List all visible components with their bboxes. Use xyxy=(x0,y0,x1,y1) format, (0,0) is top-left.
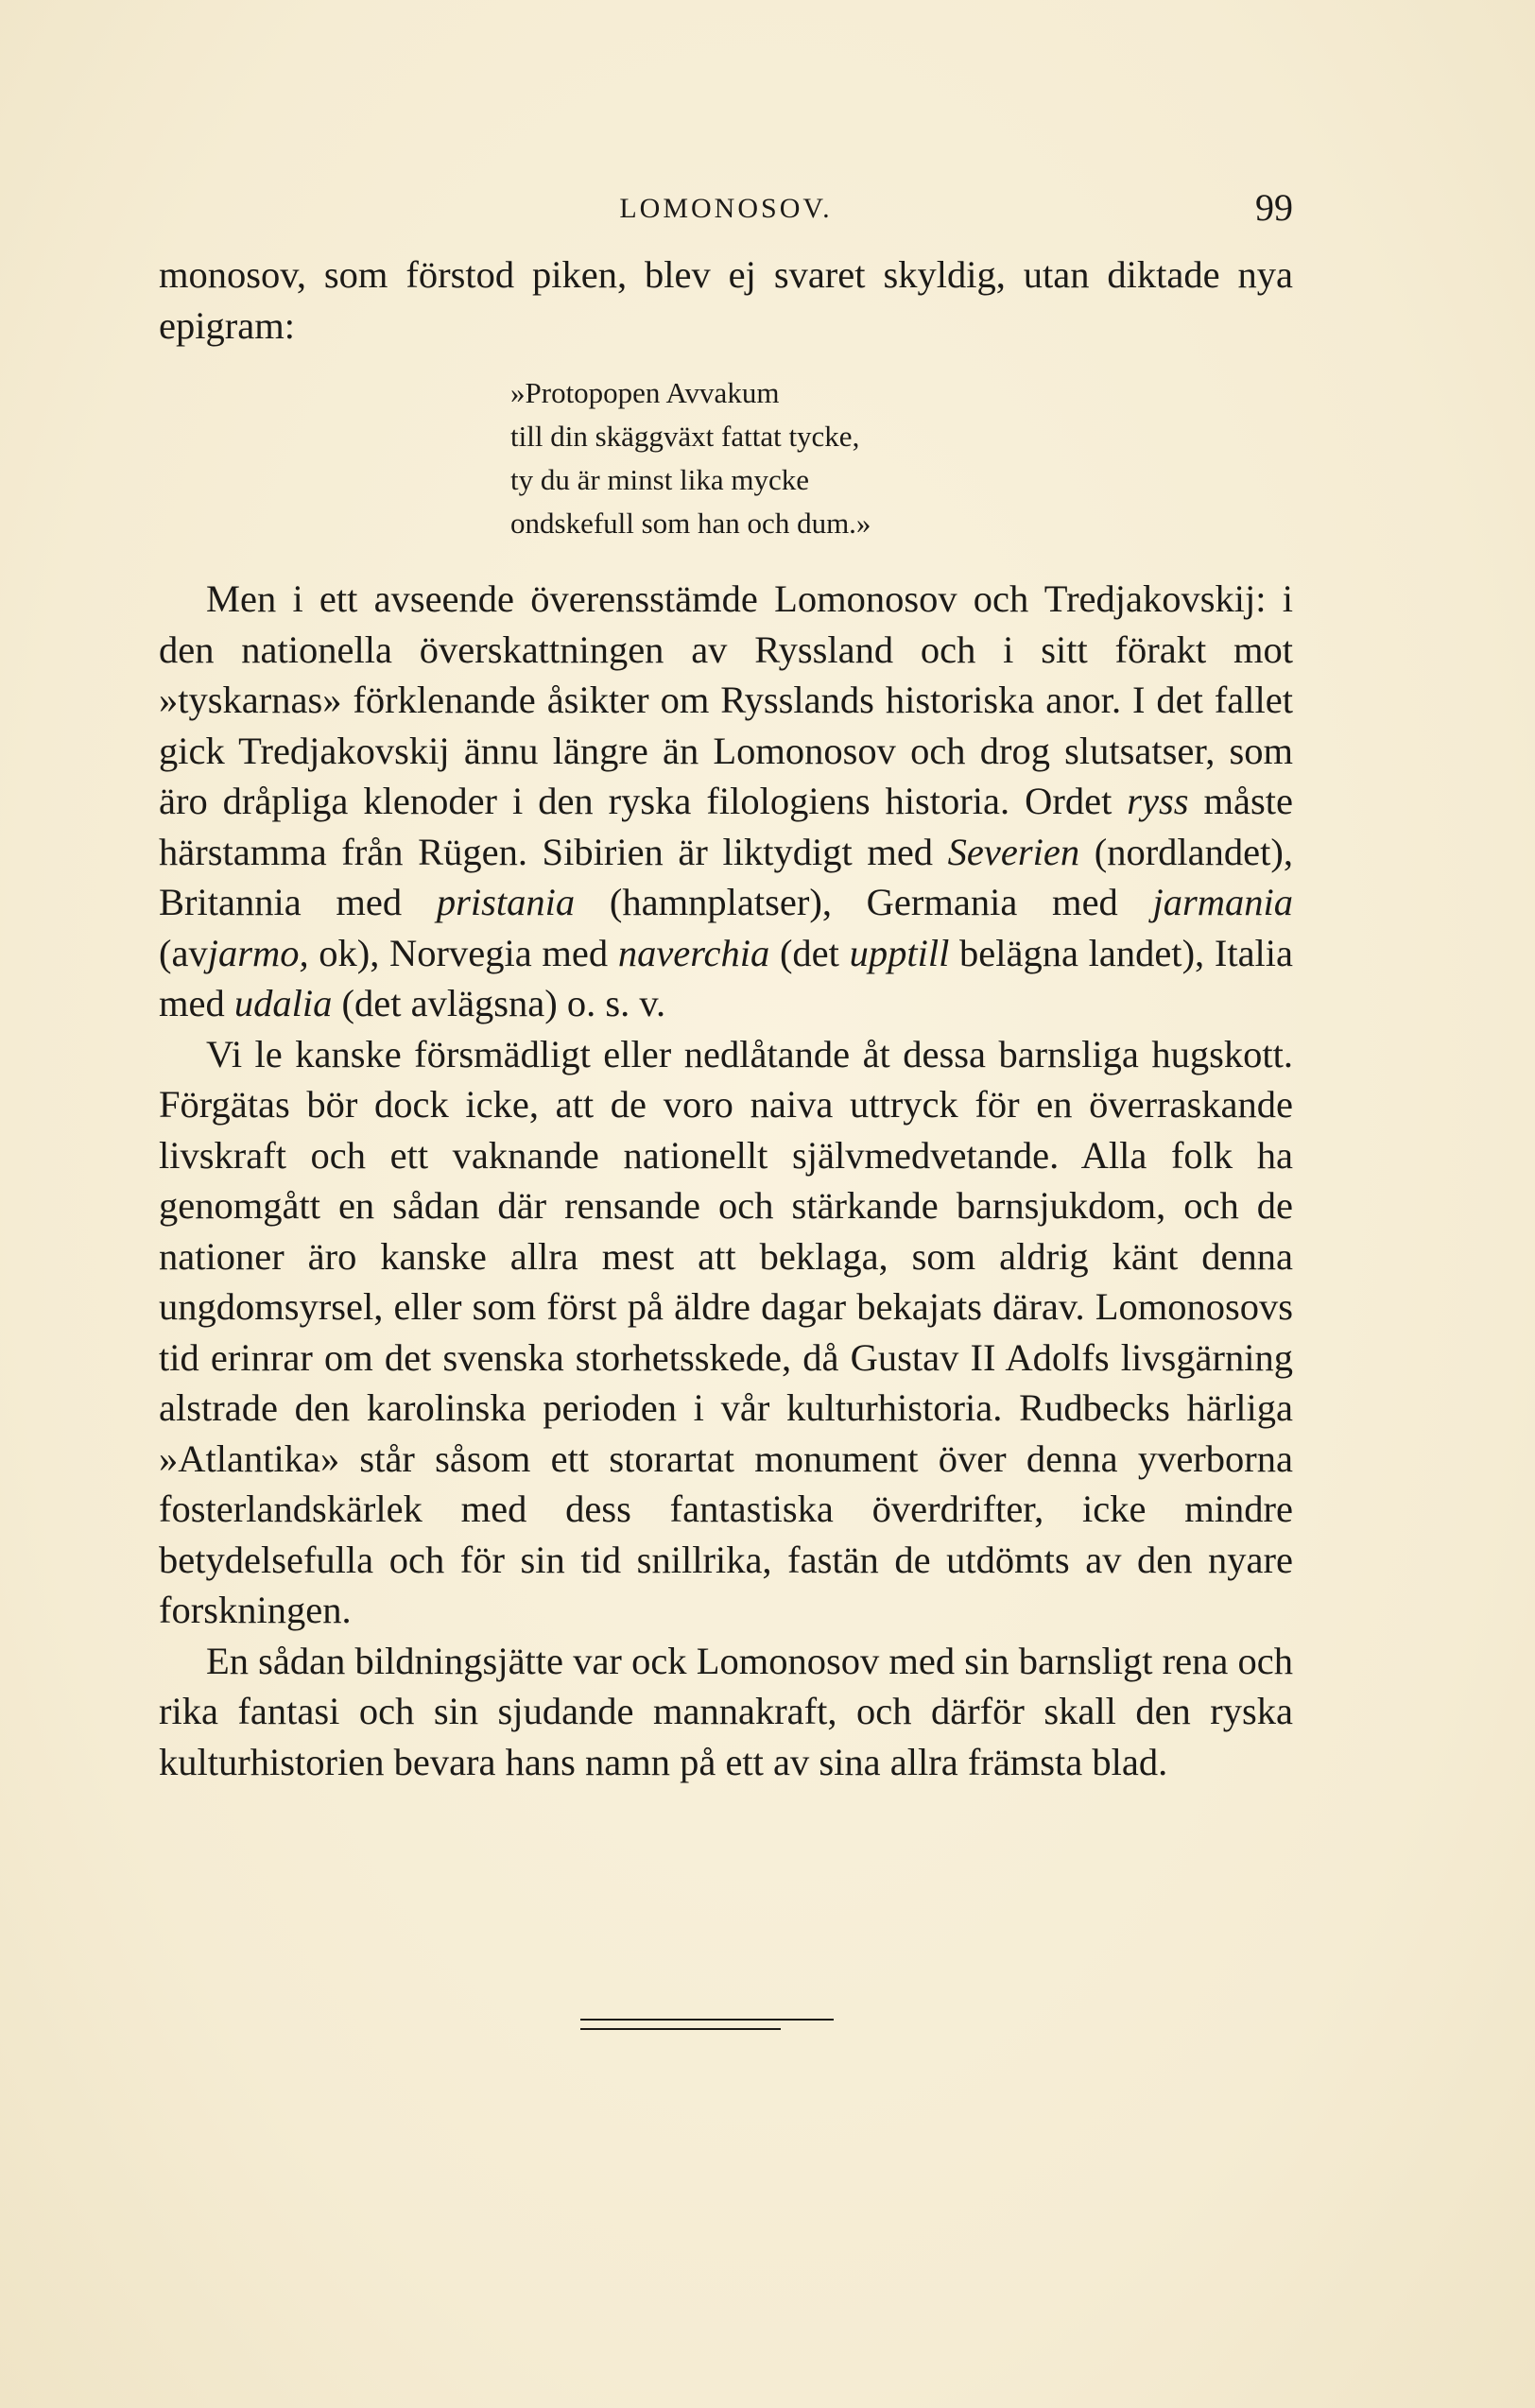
paragraph-3: Vi le kanske försmädligt eller nedlåtande åt dessa barnsliga hugskott. Förgätas bör dock icke, att de voro naiva uttryck för en överraskande livskraft och ett vaknande nationellt självmedvetande. Alla folk ha genomgått en sådan där rensande och stärkande barnsjukdom, och de nationer äro kanske allra mest att beklaga, som aldrig känt denna ungdomsyrsel, eller som först på äldre dagar bekajats därav. Lomonosovs tid erinrar om det svenska storhetsskede, då Gustav II Adolfs livsgärning alstrade den karolinska perioden i vår kulturhistoria. Rudbecks härliga »Atlantika» står såsom ett storartat monument över denna yverborna fosterlandskärlek med dess fantastiska överdrifter, icke mindre betydelsefulla och för sin tid snillrika, fastän de utdömts av den nyare forskningen. xyxy=(159,1032,1293,1631)
word-upptill: upptill xyxy=(849,931,950,974)
poem-line: »Protopopen Avvakum xyxy=(510,376,780,409)
paragraph-2-text: belägna landet), Italia med xyxy=(159,931,1294,1024)
paragraph-1: monosov, som förstod piken, blev ej svaret skyldig, utan diktade nya epigram: xyxy=(159,253,1293,347)
paragraph-2-text: (det xyxy=(779,931,839,974)
closing-rule xyxy=(580,2019,834,2021)
paragraph-2-text: Men i ett avseende överensstämde Lomonosov och Tredjakovskij: i den nationella överskattningen av Ryssland och i sitt förakt mot »tyskarnas» förklenande åsikter om Rysslands historiska anor. I det fallet gick Tredjakovskij ännu längre än Lomonosov och drog slutsatser, som äro dråpliga klenoder i den ryska filologiens historia. Ordet xyxy=(159,577,1293,822)
word-jarmania: jarmania xyxy=(1152,881,1294,923)
paragraph-2 xyxy=(159,574,1293,1029)
word-jarmo: jarmo, xyxy=(207,931,309,974)
paragraph-2-text: (nordlandet), Britannia med xyxy=(159,830,1293,923)
word-severien: Severien xyxy=(947,830,1080,873)
page-number: 99 xyxy=(1255,186,1293,229)
paragraph-4: En sådan bildningsjätte var ock Lomonosov med sin barnsligt rena och rika fantasi och sin sjudande mannakraft, och därför skall den ryska kulturhistorien bevara hans namn på ett av sina allra främsta blad. xyxy=(159,1639,1293,1783)
word-pristania: pristania xyxy=(436,881,576,923)
paragraph-2-text: (av xyxy=(159,931,208,974)
epigram-poem xyxy=(510,371,1293,545)
paragraph-2-text: ok), Norvegia med xyxy=(319,931,609,974)
poem-line: ondskefull som han och dum.» xyxy=(510,507,871,540)
running-head: LOMONOSOV. xyxy=(619,193,833,224)
body-text xyxy=(159,249,1293,1787)
paragraph-2-text: måste härstamma från Rügen. Sibirien är liktydigt med xyxy=(159,780,1293,873)
page-header xyxy=(159,185,1293,232)
poem-line: ty du är minst lika mycke xyxy=(510,463,809,496)
poem-line: till din skäggväxt fattat tycke, xyxy=(510,420,860,453)
word-udalia: udalia xyxy=(233,982,333,1024)
paragraph-2-text: (hamnplatser), Germania med xyxy=(609,881,1118,923)
paragraph-2-text: (det avlägsna) o. s. v. xyxy=(341,982,666,1024)
word-naverchia: naverchia xyxy=(617,931,770,974)
word-ryss: ryss xyxy=(1127,780,1189,822)
closing-rule-short xyxy=(580,2028,781,2030)
